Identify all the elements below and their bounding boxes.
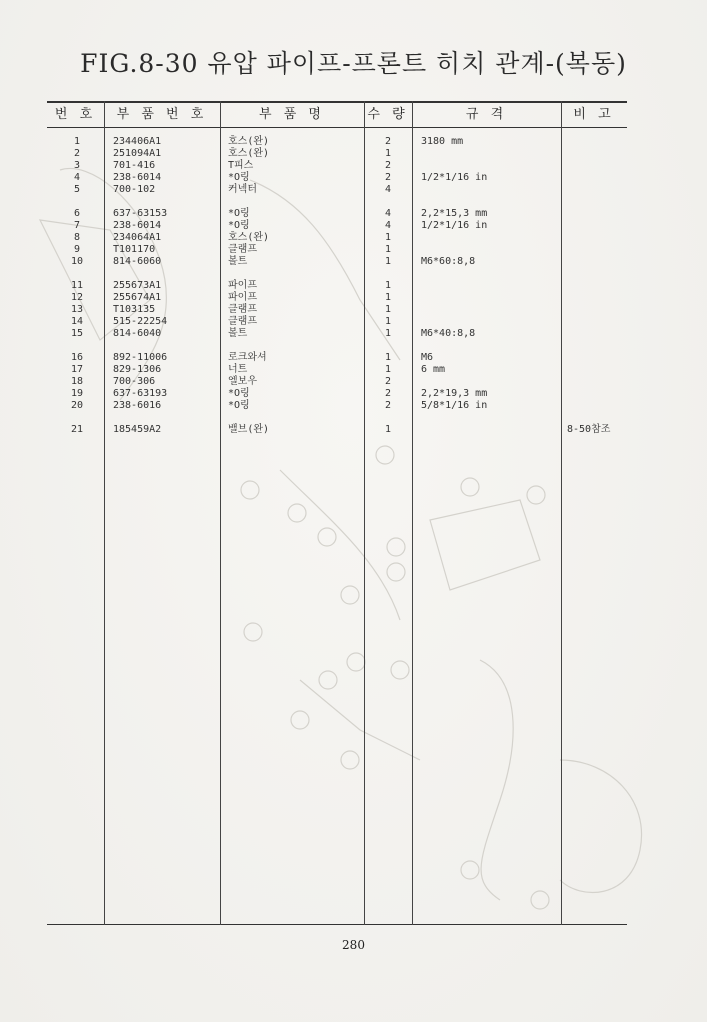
cell-part-name: 밸브(완) — [228, 424, 270, 435]
cell-qty: 4 — [384, 220, 392, 231]
cell-qty: 4 — [384, 208, 392, 219]
cell-spec: 5/8*1/16 in — [421, 400, 488, 411]
cell-no: 13 — [70, 304, 84, 315]
cell-part-no: 238-6016 — [113, 400, 162, 411]
cell-spec: 3180 mm — [421, 136, 464, 147]
cell-part-name: 파이프 — [228, 292, 257, 303]
cell-part-no: 814-6040 — [113, 328, 162, 339]
cell-part-name: T피스 — [228, 160, 254, 171]
cell-qty: 2 — [384, 376, 392, 387]
cell-part-name: 클램프 — [228, 244, 257, 255]
cell-part-no: 700-306 — [113, 376, 156, 387]
cell-qty: 2 — [384, 160, 392, 171]
cell-note: 8-50참조 — [567, 424, 611, 435]
table-top-rule — [47, 101, 627, 103]
cell-qty: 2 — [384, 136, 392, 147]
cell-qty: 1 — [384, 316, 392, 327]
cell-no: 2 — [73, 148, 81, 159]
cell-part-no: 255673A1 — [113, 280, 162, 291]
cell-part-name: 호스(완) — [228, 232, 270, 243]
cell-part-name: *O링 — [228, 172, 250, 183]
cell-part-no: 238-6014 — [113, 220, 162, 231]
column-divider — [561, 101, 562, 925]
cell-part-name: 너트 — [228, 364, 248, 375]
cell-part-name: 볼트 — [228, 328, 248, 339]
cell-spec: M6 — [421, 352, 434, 363]
cell-no: 6 — [73, 208, 81, 219]
cell-no: 11 — [70, 280, 84, 291]
header-part-name: 부 품 명 — [259, 107, 325, 122]
cell-spec: 1/2*1/16 in — [421, 172, 488, 183]
cell-part-name: *O링 — [228, 400, 250, 411]
cell-no: 3 — [73, 160, 81, 171]
cell-no: 10 — [70, 256, 84, 267]
cell-qty: 1 — [384, 256, 392, 267]
cell-part-name: 클램프 — [228, 304, 257, 315]
cell-part-no: 701-416 — [113, 160, 156, 171]
cell-part-no: 255674A1 — [113, 292, 162, 303]
cell-part-name: *O링 — [228, 208, 250, 219]
cell-qty: 4 — [384, 184, 392, 195]
cell-part-no: 234406A1 — [113, 136, 162, 147]
cell-no: 20 — [70, 400, 84, 411]
cell-qty: 2 — [384, 400, 392, 411]
cell-part-no: 234064A1 — [113, 232, 162, 243]
cell-qty: 1 — [384, 244, 392, 255]
cell-no: 21 — [70, 424, 84, 435]
cell-part-name: 호스(완) — [228, 136, 270, 147]
cell-part-name: 커넥터 — [228, 184, 257, 195]
cell-no: 16 — [70, 352, 84, 363]
cell-part-no: T103135 — [113, 304, 156, 315]
header-note: 비 고 — [573, 107, 615, 122]
cell-part-name: 볼트 — [228, 256, 248, 267]
cell-no: 18 — [70, 376, 84, 387]
column-divider — [412, 101, 413, 925]
cell-qty: 2 — [384, 172, 392, 183]
cell-spec: 2,2*15,3 mm — [421, 208, 488, 219]
column-divider — [220, 101, 221, 925]
cell-spec: M6*40:8,8 — [421, 328, 476, 339]
table-bottom-rule — [47, 924, 627, 925]
cell-no: 15 — [70, 328, 84, 339]
cell-no: 9 — [73, 244, 81, 255]
cell-spec: 2,2*19,3 mm — [421, 388, 488, 399]
cell-part-name: 호스(완) — [228, 148, 270, 159]
cell-qty: 1 — [384, 232, 392, 243]
cell-part-no: 814-6060 — [113, 256, 162, 267]
cell-part-no: 185459A2 — [113, 424, 162, 435]
cell-qty: 1 — [384, 364, 392, 375]
cell-part-no: 637-63153 — [113, 208, 168, 219]
cell-no: 1 — [73, 136, 81, 147]
cell-spec: 6 mm — [421, 364, 446, 375]
cell-qty: 1 — [384, 352, 392, 363]
cell-qty: 1 — [384, 292, 392, 303]
cell-no: 7 — [73, 220, 81, 231]
cell-part-name: *O링 — [228, 388, 250, 399]
figure-title: FIG.8-30 유압 파이프-프론트 히치 관계-(복동) — [80, 49, 627, 78]
cell-part-name: *O링 — [228, 220, 250, 231]
cell-part-no: T101170 — [113, 244, 156, 255]
column-divider — [104, 101, 105, 925]
cell-spec: 1/2*1/16 in — [421, 220, 488, 231]
cell-no: 4 — [73, 172, 81, 183]
cell-qty: 2 — [384, 388, 392, 399]
cell-no: 5 — [73, 184, 81, 195]
header-spec: 규 격 — [465, 107, 508, 122]
cell-no: 12 — [70, 292, 84, 303]
cell-part-name: 클램프 — [228, 316, 257, 327]
cell-no: 14 — [70, 316, 84, 327]
cell-qty: 1 — [384, 148, 392, 159]
cell-part-name: 엘보우 — [228, 376, 257, 387]
cell-no: 17 — [70, 364, 84, 375]
page-number: 280 — [342, 938, 365, 952]
header-qty: 수 량 — [367, 107, 409, 122]
cell-part-no: 700-102 — [113, 184, 156, 195]
cell-part-no: 515-22254 — [113, 316, 168, 327]
cell-spec: M6*60:8,8 — [421, 256, 476, 267]
header-no: 번 호 — [54, 107, 97, 122]
cell-qty: 1 — [384, 424, 392, 435]
cell-part-no: 251094A1 — [113, 148, 162, 159]
column-divider — [364, 101, 365, 925]
cell-qty: 1 — [384, 328, 392, 339]
header-part-no: 부 품 번 호 — [116, 107, 208, 122]
cell-part-name: 파이프 — [228, 280, 257, 291]
cell-no: 8 — [73, 232, 81, 243]
cell-part-no: 238-6014 — [113, 172, 162, 183]
cell-no: 19 — [70, 388, 84, 399]
cell-qty: 1 — [384, 304, 392, 315]
cell-part-no: 637-63193 — [113, 388, 168, 399]
cell-qty: 1 — [384, 280, 392, 291]
table-header-rule — [47, 127, 627, 128]
cell-part-no: 829-1306 — [113, 364, 162, 375]
cell-part-name: 로크와셔 — [228, 352, 267, 363]
cell-part-no: 892-11006 — [113, 352, 168, 363]
